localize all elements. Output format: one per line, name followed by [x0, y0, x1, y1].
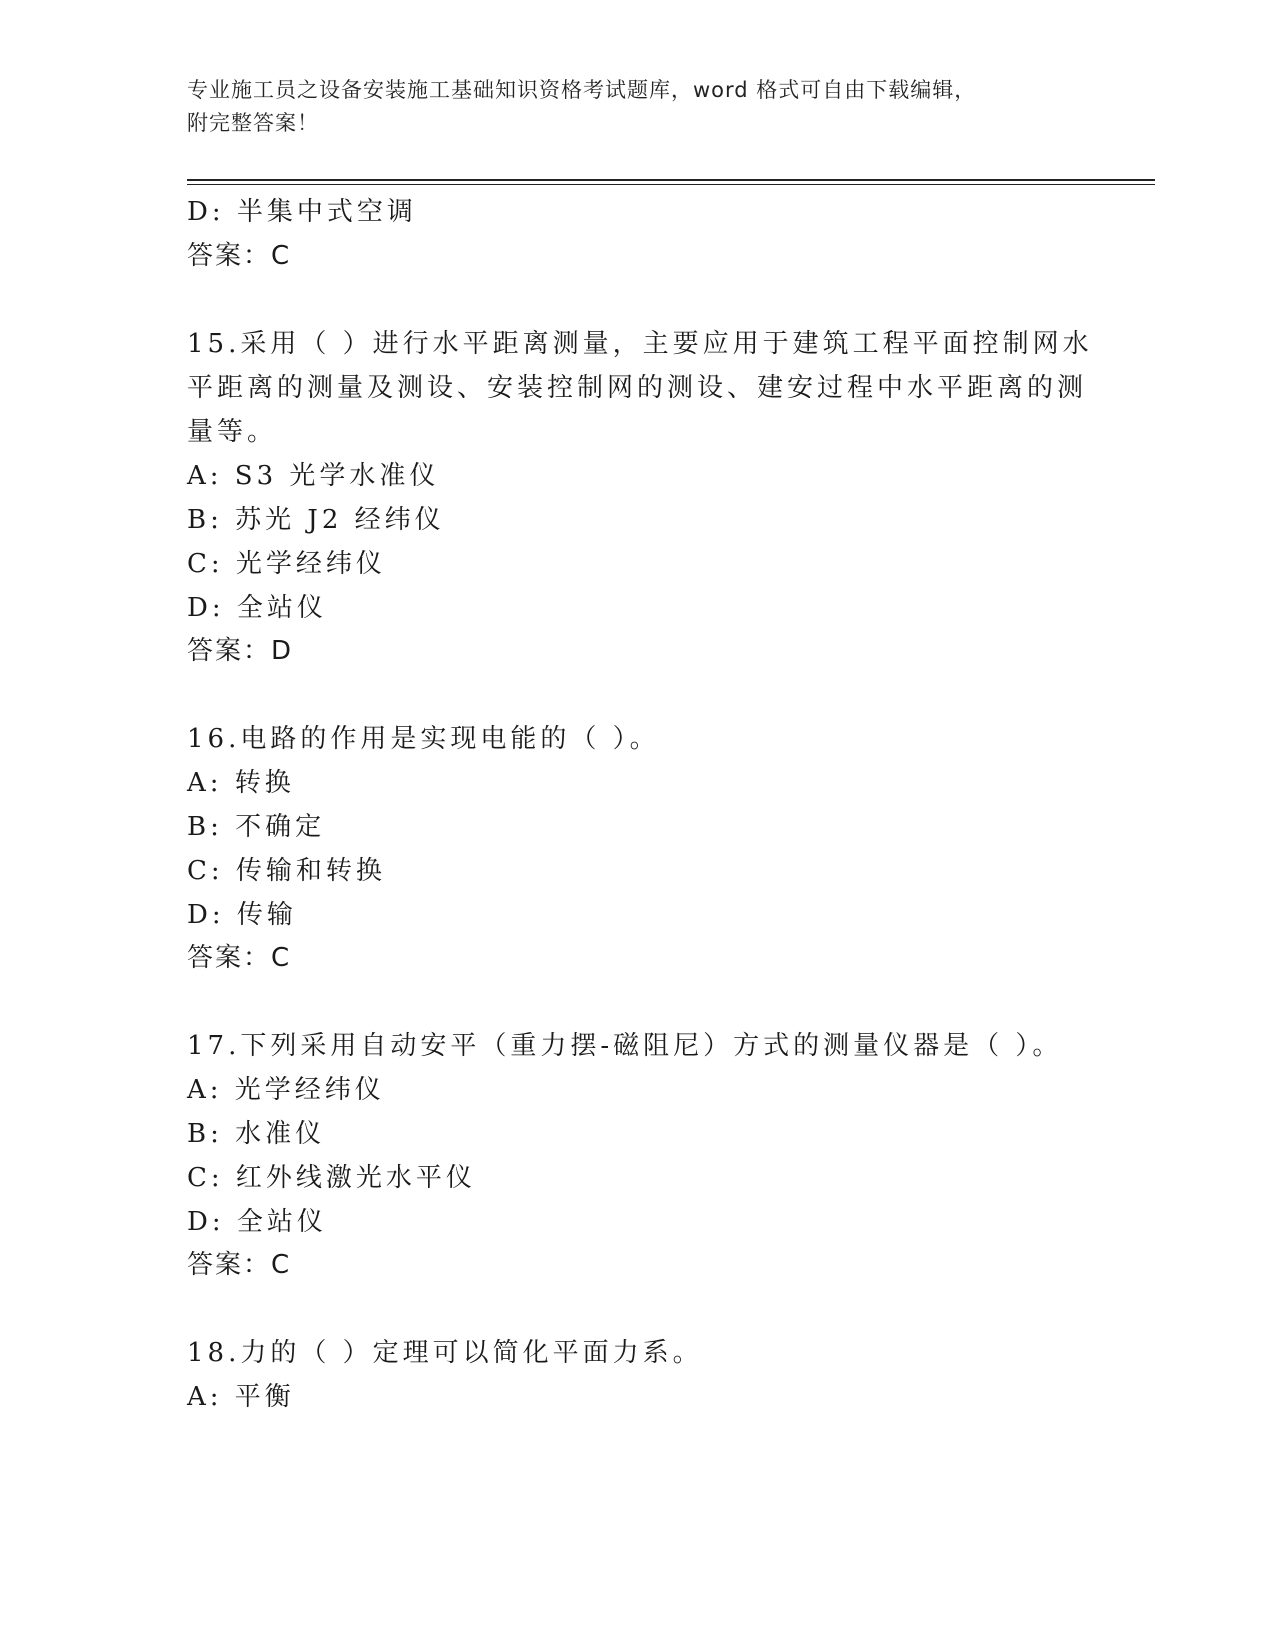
document-header [187, 74, 1087, 140]
q17-option-d: D: 全站仪 [187, 1207, 327, 1237]
q15-option-c: C: 光学经纬仪 [187, 549, 386, 579]
q17-option-a: A: 光学经纬仪 [187, 1075, 385, 1105]
prev-option-d: D: 半集中式空调 [187, 197, 417, 227]
q16-option-a: A: 转换 [187, 768, 295, 798]
q15-stem-line-3: 量等。 [187, 417, 278, 447]
header-divider-thick [187, 179, 1155, 181]
prev-answer: 答案：C [187, 241, 292, 271]
q18-stem-line-1: 18.力的（ ）定理可以简化平面力系。 [187, 1338, 703, 1368]
q15-option-a: A: S3 光学水准仪 [187, 461, 440, 491]
header-line-1: 专业施工员之设备安装施工基础知识资格考试题库，word 格式可自由下载编辑， [187, 78, 977, 102]
q15-stem-line-1: 15.采用（ ）进行水平距离测量，主要应用于建筑工程平面控制网水 [187, 329, 1093, 359]
q15-answer: 答案：D [187, 636, 294, 666]
q17-answer: 答案：C [187, 1250, 292, 1280]
q16-stem-line-1: 16.电路的作用是实现电能的（ ）。 [187, 724, 660, 754]
q16-option-d: D: 传输 [187, 900, 297, 930]
header-divider-thin [187, 184, 1155, 185]
header-line-2: 附完整答案！ [187, 111, 319, 135]
q16-option-b: B: 不确定 [187, 812, 326, 842]
q15-stem-line-2: 平距离的测量及测设、安装控制网的测设、建安过程中水平距离的测 [187, 373, 1088, 403]
q18-option-a: A: 平衡 [187, 1382, 295, 1412]
q15-option-d: D: 全站仪 [187, 593, 327, 623]
q16-answer: 答案：C [187, 943, 292, 973]
q17-stem-line-1: 17.下列采用自动安平（重力摆-磁阻尼）方式的测量仪器是（ ）。 [187, 1031, 1063, 1061]
q17-option-c: C: 红外线激光水平仪 [187, 1163, 476, 1193]
q16-option-c: C: 传输和转换 [187, 856, 386, 886]
q17-option-b: B: 水准仪 [187, 1119, 326, 1149]
q15-option-b: B: 苏光 J2 经纬仪 [187, 505, 445, 535]
